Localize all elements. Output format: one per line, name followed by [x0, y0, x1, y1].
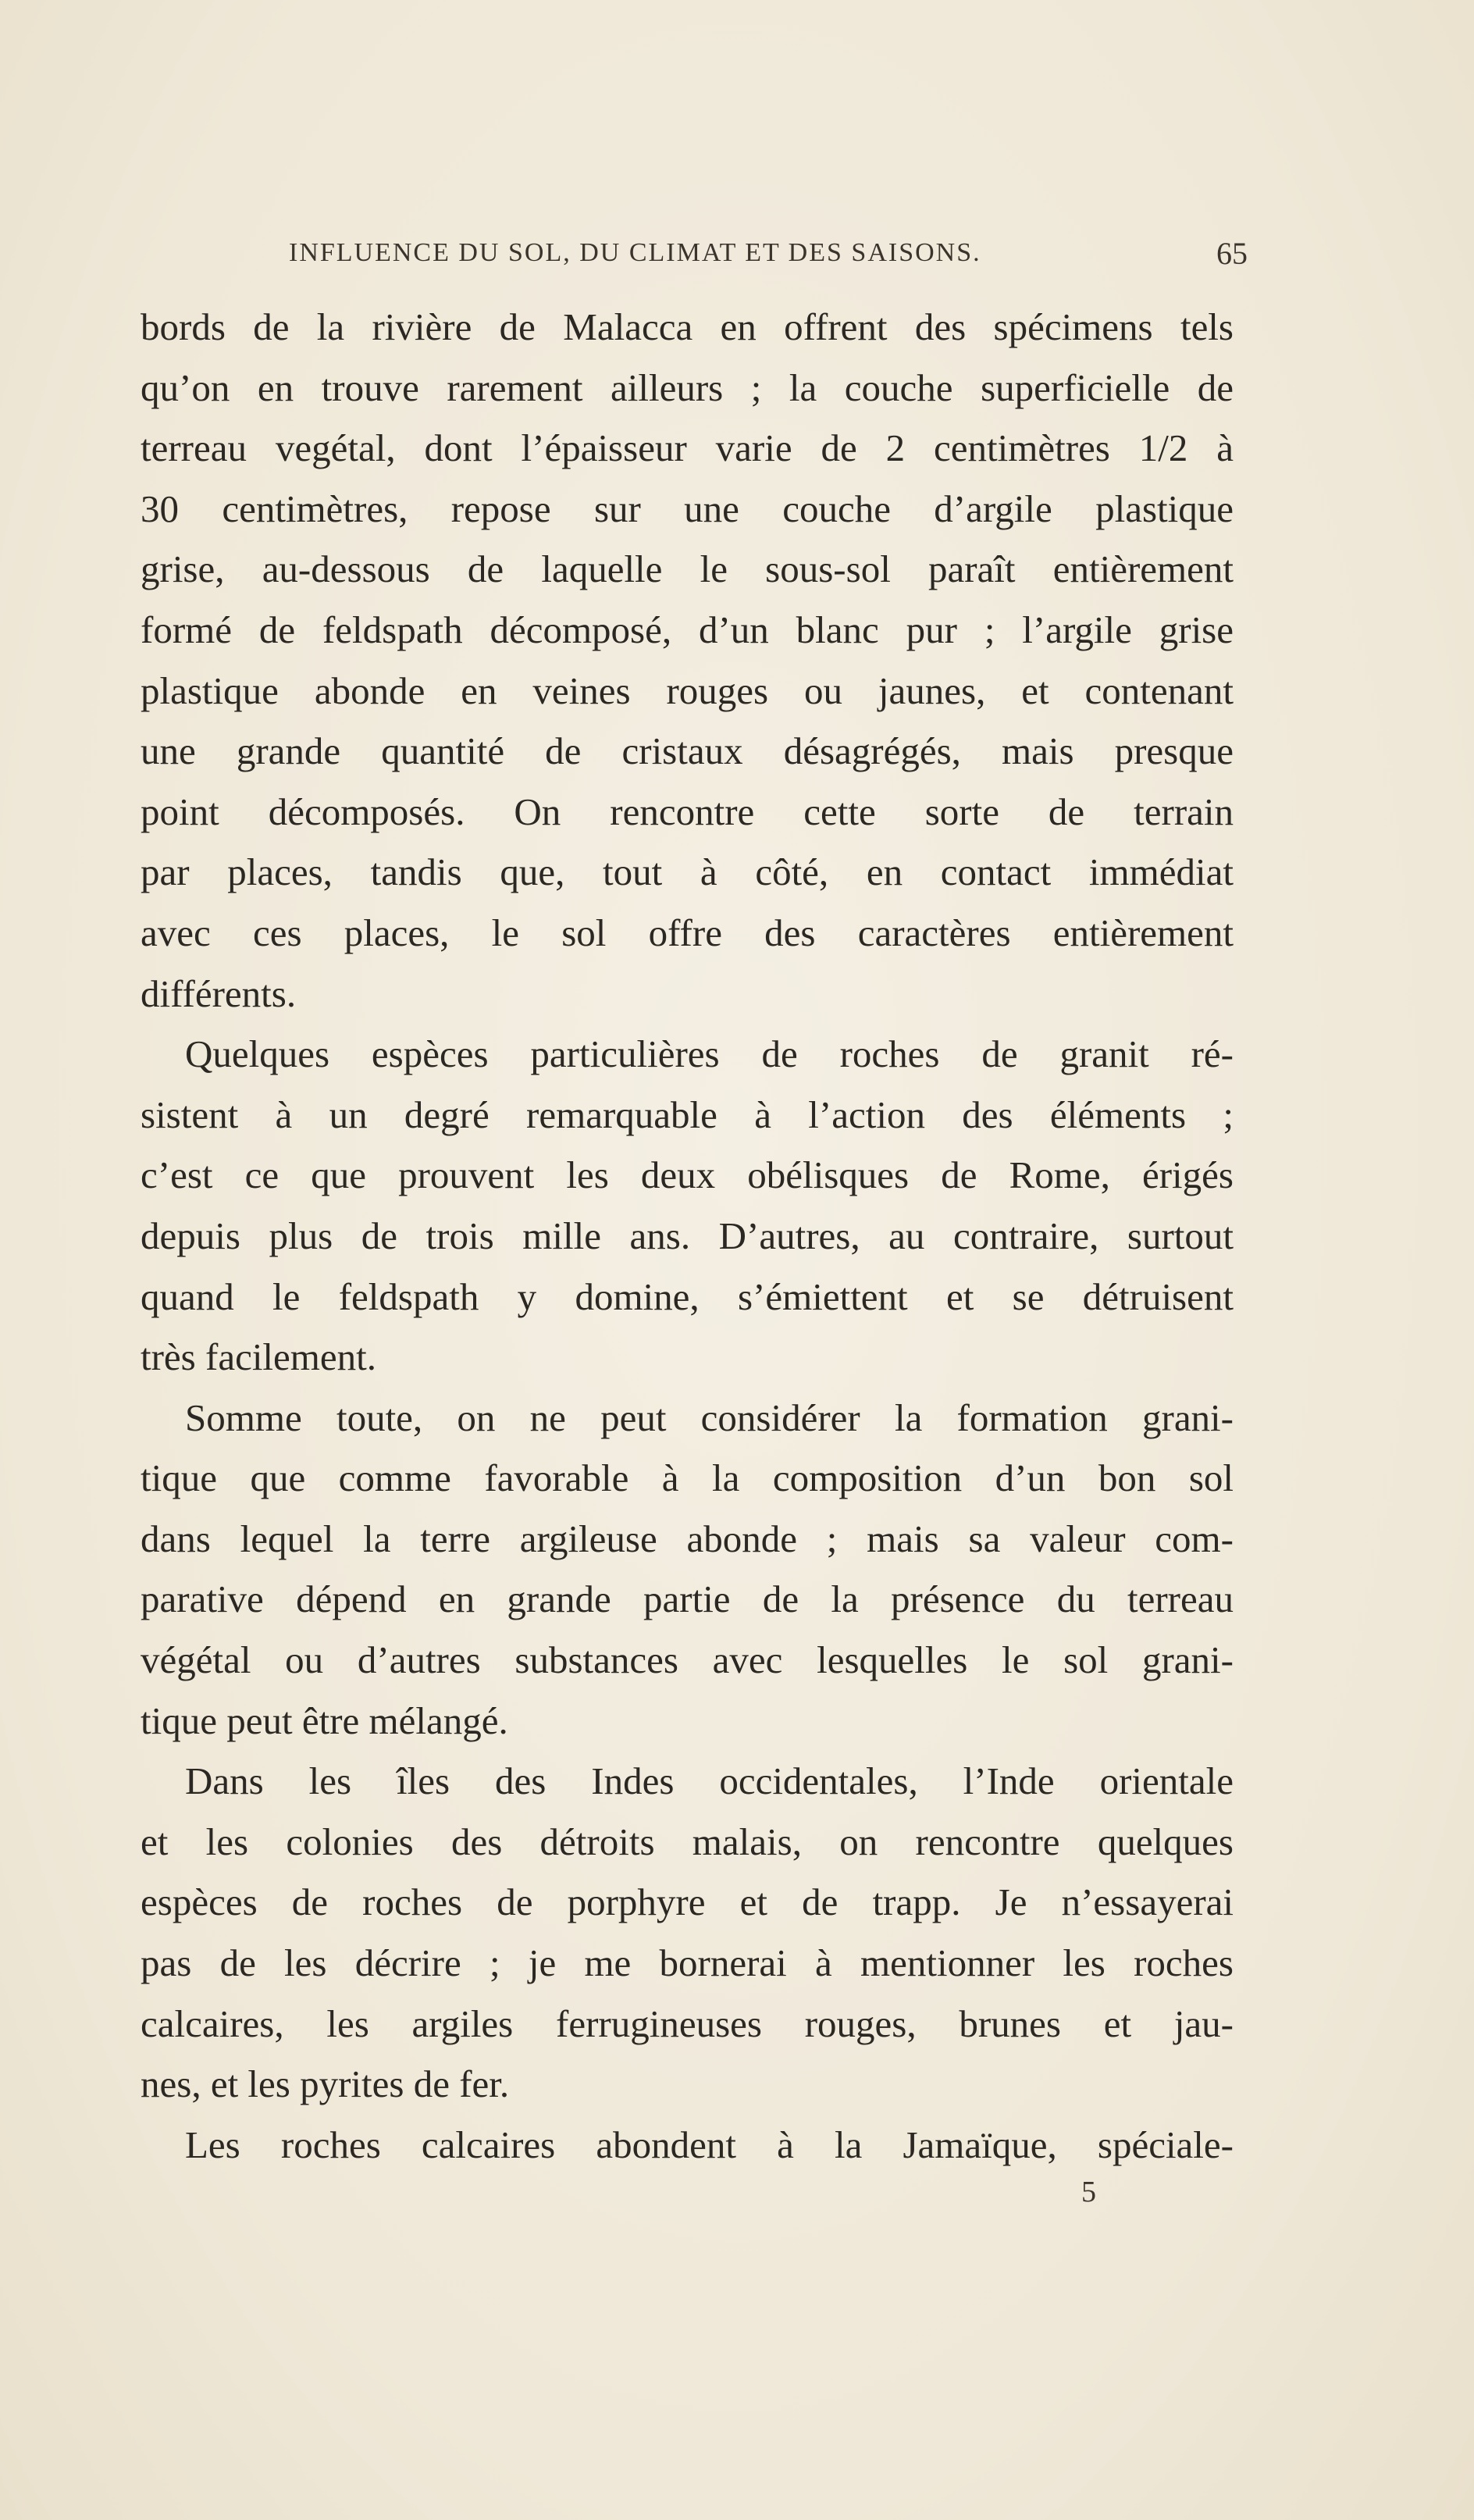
- text-line: plastique abonde en veines rouges ou jaunes, et contenant: [141, 668, 1234, 712]
- text-line: tique que comme favorable à la composition d’un bon sol: [141, 1456, 1234, 1500]
- page-number: 65: [1216, 236, 1248, 271]
- text-line: qu’on en trouve rarement ailleurs ; la couche superficielle de: [141, 365, 1234, 409]
- text-line: très facilement.: [141, 1335, 377, 1379]
- running-head-title: INFLUENCE DU SOL, DU CLIMAT ET DES SAISONS.: [289, 238, 981, 267]
- text-line: pas de les décrire ; je me bornerai à mentionner les roches: [141, 1941, 1234, 1985]
- text-line: espèces de roches de porphyre et de trapp. Je n’essayerai: [141, 1880, 1234, 1924]
- text-line: parative dépend en grande partie de la présence du terreau: [141, 1577, 1234, 1621]
- text-line: tique peut être mélangé.: [141, 1698, 508, 1742]
- text-line: végétal ou d’autres substances avec lesquelles le sol grani-: [141, 1638, 1234, 1682]
- text-line: Les roches calcaires abondent à la Jamaïque, spéciale-: [185, 2123, 1234, 2166]
- text-line: formé de feldspath décomposé, d’un blanc pur ; l’argile grise: [141, 608, 1234, 651]
- text-line: Quelques espèces particulières de roches de granit ré-: [185, 1032, 1234, 1076]
- text-line: bords de la rivière de Malacca en offrent des spécimens tels: [141, 305, 1234, 348]
- text-line: par places, tandis que, tout à côté, en contact immédiat: [141, 850, 1234, 894]
- text-line: dans lequel la terre argileuse abonde ; mais sa valeur com-: [141, 1517, 1234, 1560]
- text-line: et les colonies des détroits malais, on rencontre quelques: [141, 1820, 1234, 1863]
- text-line: avec ces places, le sol offre des caractères entièrement: [141, 911, 1234, 954]
- running-head: [289, 238, 1248, 277]
- text-line: une grande quantité de cristaux désagrégés, mais presque: [141, 729, 1234, 773]
- text-line: terreau vegétal, dont l’épaisseur varie de 2 centimètres 1/2 à: [141, 426, 1234, 470]
- body-text: [141, 297, 1234, 2175]
- text-line: sistent à un degré remarquable à l’action des éléments ;: [141, 1092, 1234, 1136]
- text-line: Dans les îles des Indes occidentales, l’Inde orientale: [185, 1759, 1234, 1803]
- text-line: point décomposés. On rencontre cette sorte de terrain: [141, 790, 1234, 833]
- text-line: nes, et les pyrites de fer.: [141, 2062, 510, 2106]
- text-line: depuis plus de trois mille ans. D’autres, au contraire, surtout: [141, 1214, 1234, 1257]
- text-line: calcaires, les argiles ferrugineuses rouges, brunes et jau-: [141, 2001, 1234, 2045]
- text-line: Somme toute, on ne peut considérer la formation grani-: [185, 1395, 1234, 1439]
- text-line: différents.: [141, 971, 297, 1015]
- text-line: 30 centimètres, repose sur une couche d’argile plastique: [141, 487, 1234, 530]
- text-line: grise, au-dessous de laquelle le sous-sol paraît entièrement: [141, 547, 1234, 591]
- signature-mark: 5: [1081, 2176, 1096, 2208]
- text-line: quand le feldspath y domine, s’émiettent et se détruisent: [141, 1274, 1234, 1318]
- text-line: c’est ce que prouvent les deux obélisques de Rome, érigés: [141, 1153, 1234, 1197]
